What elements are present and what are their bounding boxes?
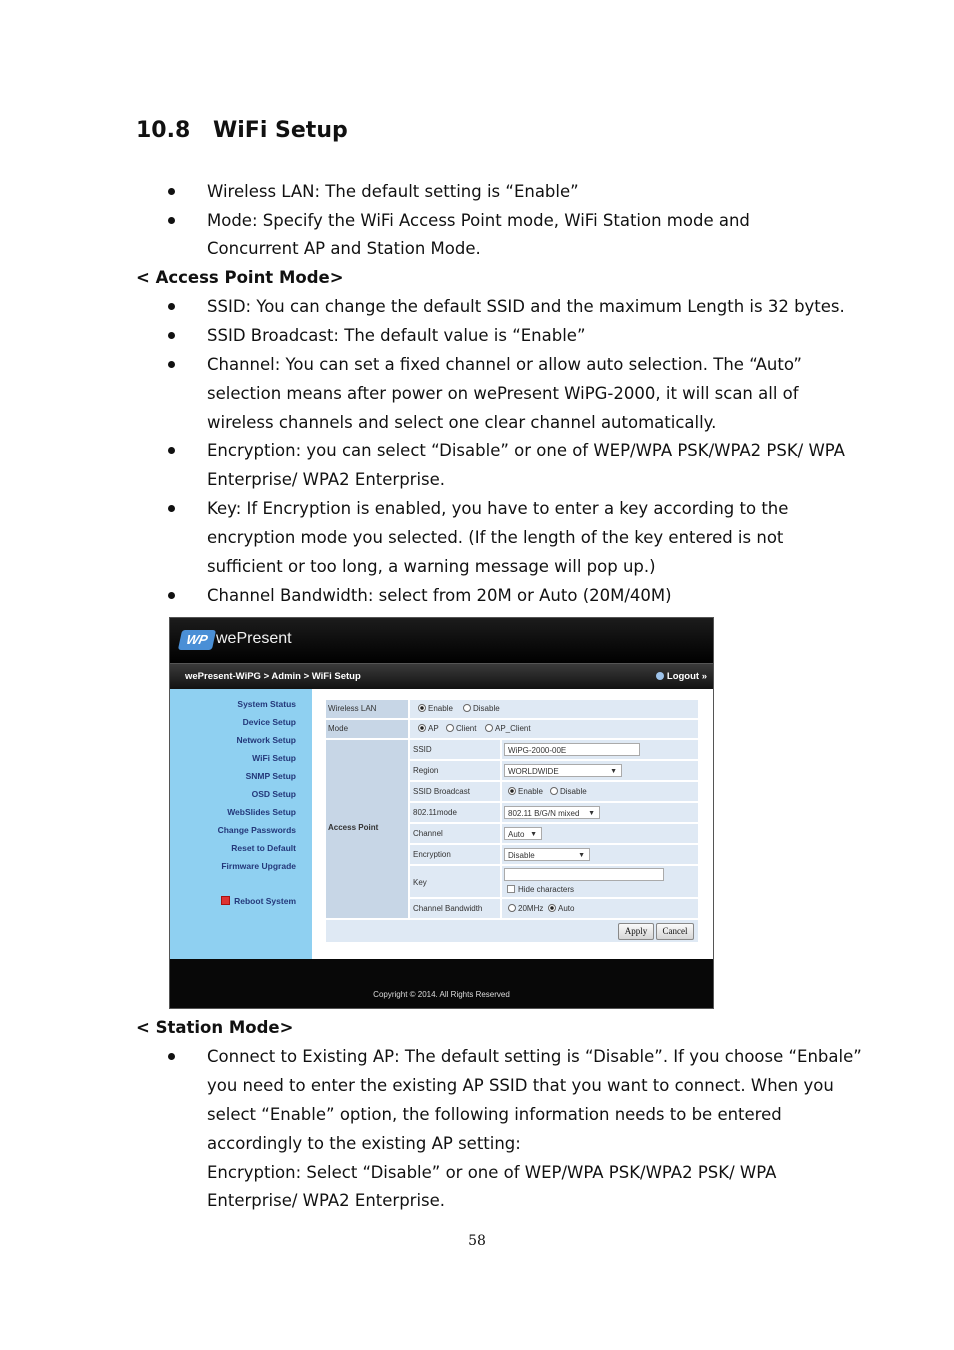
chevron-down-icon: ▼ xyxy=(578,852,585,859)
ap-mode-heading: < Access Point Mode> xyxy=(136,268,344,287)
key-input[interactable] xyxy=(504,868,664,881)
bullet-dot xyxy=(168,332,175,339)
logout-icon xyxy=(656,672,664,680)
logout-label: Logout » xyxy=(666,671,707,682)
sidebar-item-change-passwords[interactable]: Change Passwords xyxy=(217,825,296,835)
bullet-dot xyxy=(168,361,175,368)
radio-icon xyxy=(508,904,516,912)
bullet-text-cont: encryption mode you selected. (If the length of the key entered is not xyxy=(207,528,784,547)
ssid-broadcast-label: SSID Broadcast xyxy=(413,787,470,796)
wireless-lan-disable-radio[interactable]: Disable xyxy=(463,704,500,713)
encryption-select[interactable]: Disable ▼ xyxy=(504,848,590,861)
wifi-setup-screenshot xyxy=(169,617,714,1009)
breadcrumb: wePresent-WiPG > Admin > WiFi Setup xyxy=(185,671,361,682)
radio-icon xyxy=(446,724,454,732)
chevron-down-icon: ▼ xyxy=(588,810,595,817)
section-heading xyxy=(136,118,348,143)
bullet-text: SSID: You can change the default SSID and the maximum Length is 32 bytes. xyxy=(207,297,845,316)
wireless-lan-label: Wireless LAN xyxy=(328,704,377,713)
channel-label: Channel xyxy=(413,829,443,838)
access-point-label: Access Point xyxy=(328,823,379,832)
ssid-input[interactable]: WiPG-2000-00E xyxy=(504,743,640,756)
value-cell xyxy=(410,700,698,718)
bullet-text-cont: Encryption: Select “Disable” or one of WEP/WPA PSK/WPA2 PSK/ WPA xyxy=(207,1163,777,1182)
bullet-text: Encryption: you can select “Disable” or one of WEP/WPA PSK/WPA2 PSK/ WPA xyxy=(207,441,845,460)
cancel-button[interactable]: Cancel xyxy=(656,923,694,940)
key-label: Key xyxy=(413,878,427,887)
bullet-dot xyxy=(168,505,175,512)
hide-characters-checkbox[interactable]: Hide characters xyxy=(507,885,574,894)
reboot-label: Reboot System xyxy=(234,896,296,906)
bullet-text: SSID Broadcast: The default value is “Enable” xyxy=(207,326,586,345)
mode-client-radio[interactable]: Client xyxy=(446,724,476,733)
sidebar-item-snmp-setup[interactable]: SNMP Setup xyxy=(245,771,296,781)
screenshot-header xyxy=(170,618,713,663)
radio-selected-icon xyxy=(548,904,556,912)
mode-ap-client-radio[interactable]: AP_Client xyxy=(485,724,531,733)
bullet-text: Mode: Specify the WiFi Access Point mode, WiFi Station mode and xyxy=(207,211,750,230)
sidebar-item-firmware-upgrade[interactable]: Firmware Upgrade xyxy=(221,861,296,871)
radio-selected-icon xyxy=(418,724,426,732)
reboot-system-button[interactable] xyxy=(221,896,296,906)
bullet-dot xyxy=(168,1053,175,1060)
bullet-text: Key: If Encryption is enabled, you have to enter a key according to the xyxy=(207,499,789,518)
channel-select[interactable]: Auto ▼ xyxy=(504,827,542,840)
wifi-settings-form xyxy=(312,689,713,959)
radio-icon xyxy=(485,724,493,732)
bullet-text-cont: Concurrent AP and Station Mode. xyxy=(207,239,481,258)
bullet-dot xyxy=(168,188,175,195)
sidebar-item-osd-setup[interactable]: OSD Setup xyxy=(251,789,296,799)
sidebar-item-system-status[interactable]: System Status xyxy=(237,699,296,709)
80211-mode-label: 802.11mode xyxy=(413,808,457,817)
copyright: Copyright © 2014. All Rights Reserved xyxy=(373,990,510,999)
admin-sidebar xyxy=(170,689,312,959)
mode-ap-radio[interactable]: AP xyxy=(418,724,439,733)
section-title: WiFi Setup xyxy=(213,118,348,143)
bullet-text: Channel: You can set a fixed channel or allow auto selection. The “Auto” xyxy=(207,355,802,374)
bullet-text-cont: select “Enable” option, the following information needs to be entered xyxy=(207,1105,782,1124)
ssid-label: SSID xyxy=(413,745,432,754)
brand-name: wePresent xyxy=(216,630,292,647)
bullet-text-cont: Enterprise/ WPA2 Enterprise. xyxy=(207,470,446,489)
channel-bandwidth-label: Channel Bandwidth xyxy=(413,904,483,913)
bandwidth-20mhz-radio[interactable]: 20MHz xyxy=(508,904,543,913)
sidebar-item-wifi-setup[interactable]: WiFi Setup xyxy=(252,753,296,763)
bullet-text-cont: accordingly to the existing AP setting: xyxy=(207,1134,521,1153)
region-select[interactable]: WORLDWIDE ▼ xyxy=(504,764,622,777)
sidebar-item-webslides-setup[interactable]: WebSlides Setup xyxy=(227,807,296,817)
breadcrumb-bar xyxy=(170,663,713,689)
reboot-icon xyxy=(221,896,230,905)
sidebar-item-reset-to-default[interactable]: Reset to Default xyxy=(231,843,296,853)
apply-button[interactable]: Apply xyxy=(618,923,654,940)
checkbox-icon xyxy=(507,885,515,893)
bullet-text-cont: Enterprise/ WPA2 Enterprise. xyxy=(207,1191,446,1210)
bullet-text: Channel Bandwidth: select from 20M or Auto (20M/40M) xyxy=(207,586,672,605)
bullet-text-cont: sufficient or too long, a warning message will pop up.) xyxy=(207,557,656,576)
bullet-dot xyxy=(168,447,175,454)
bandwidth-auto-radio[interactable]: Auto xyxy=(548,904,574,913)
bullet-text-cont: you need to enter the existing AP SSID that you want to connect. When you xyxy=(207,1076,834,1095)
screenshot-footer xyxy=(170,959,713,1008)
encryption-label: Encryption xyxy=(413,850,451,859)
region-label: Region xyxy=(413,766,439,775)
bullet-dot xyxy=(168,217,175,224)
radio-icon xyxy=(463,704,471,712)
bullet-text-cont: wireless channels and select one clear channel automatically. xyxy=(207,413,717,432)
mode-label: Mode xyxy=(328,724,349,733)
wepresent-logo-icon: WP xyxy=(178,630,216,650)
bullet-dot xyxy=(168,592,175,599)
bullet-dot xyxy=(168,303,175,310)
logout-link[interactable] xyxy=(656,671,707,682)
page-number: 58 xyxy=(468,1233,486,1249)
chevron-down-icon: ▼ xyxy=(530,831,537,838)
station-mode-heading: < Station Mode> xyxy=(136,1018,294,1037)
sidebar-item-device-setup[interactable]: Device Setup xyxy=(242,717,296,727)
bullet-text: Wireless LAN: The default setting is “Enable” xyxy=(207,182,579,201)
broadcast-enable-radio[interactable]: Enable xyxy=(508,787,543,796)
bullet-text-cont: selection means after power on wePresent WiPG-2000, it will scan all of xyxy=(207,384,799,403)
sidebar-item-network-setup[interactable]: Network Setup xyxy=(236,735,296,745)
radio-selected-icon xyxy=(508,787,516,795)
80211-mode-select[interactable]: 802.11 B/G/N mixed ▼ xyxy=(504,806,600,819)
broadcast-disable-radio[interactable]: Disable xyxy=(550,787,587,796)
section-number: 10.8 xyxy=(136,118,191,143)
wireless-lan-enable-radio[interactable]: Enable xyxy=(418,704,453,713)
radio-selected-icon xyxy=(418,704,426,712)
chevron-down-icon: ▼ xyxy=(610,768,617,775)
radio-icon xyxy=(550,787,558,795)
bullet-text: Connect to Existing AP: The default setting is “Disable”. If you choose “Enbale” xyxy=(207,1047,862,1066)
